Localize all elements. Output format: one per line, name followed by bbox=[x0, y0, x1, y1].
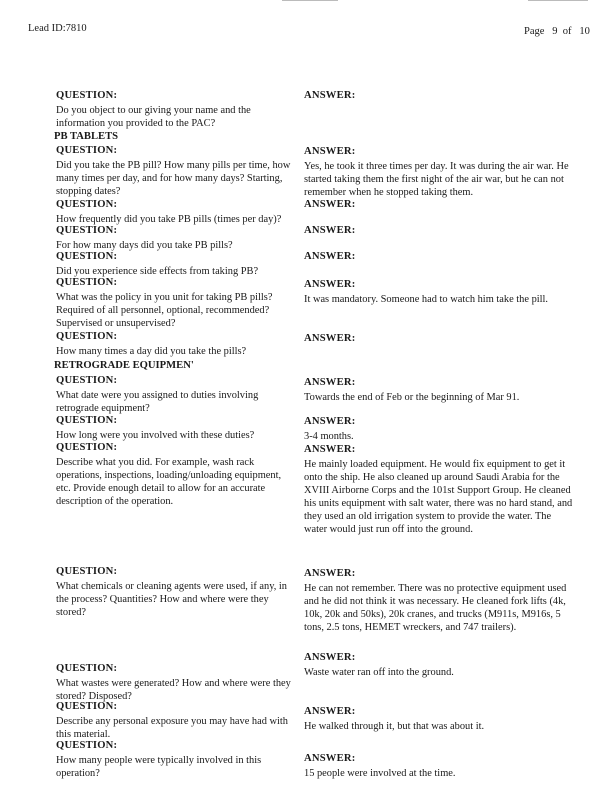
question-block-label: QUESTION: bbox=[56, 442, 118, 453]
question-block-text: Did you take the PB pill? How many pills per time, how many times per day, and for how many days? Starting, stopping dates? bbox=[56, 160, 291, 197]
answer-block-label: ANSWER: bbox=[304, 279, 356, 290]
question-block-label: QUESTION: bbox=[56, 90, 118, 101]
answer-block-text: He walked through it, but that was about it. bbox=[304, 721, 485, 732]
question-block bbox=[56, 330, 296, 358]
answer-block bbox=[304, 376, 574, 404]
question-block-label: QUESTION: bbox=[56, 199, 118, 210]
question-block-text: Describe what you did. For example, wash rack operations, inspections, loading/unloading equipment, etc. Provide enough detail to allow for an accurate description of the operation. bbox=[56, 457, 282, 507]
answer-block-text: Waste water ran off into the ground. bbox=[304, 667, 454, 678]
lead-id: Lead ID:7810 bbox=[28, 23, 87, 34]
question-block bbox=[56, 374, 296, 415]
question-block-label: QUESTION: bbox=[56, 225, 118, 236]
question-block-text: For how many days did you take PB pills? bbox=[56, 240, 233, 251]
question-block bbox=[56, 441, 296, 508]
answer-block-label: ANSWER: bbox=[304, 652, 356, 663]
answer-block-label: ANSWER: bbox=[304, 199, 356, 210]
question-block bbox=[56, 739, 296, 780]
answer-block-label: ANSWER: bbox=[304, 444, 356, 455]
question-block-label: QUESTION: bbox=[56, 566, 118, 577]
question-block bbox=[56, 89, 296, 130]
question-block-label: QUESTION: bbox=[56, 251, 118, 262]
scan-artifact bbox=[528, 0, 588, 1]
answer-block-text: Towards the end of Feb or the beginning of Mar 91. bbox=[304, 392, 520, 403]
question-block-text: What wastes were generated? How and where were they stored? Disposed? bbox=[56, 678, 291, 702]
answer-block bbox=[304, 567, 574, 634]
question-block-text: Describe any personal exposure you may have had with this material. bbox=[56, 716, 288, 740]
question-block-text: How frequently did you take PB pills (times per day)? bbox=[56, 214, 282, 225]
question-block-label: QUESTION: bbox=[56, 740, 118, 751]
question-block-text: What was the policy in you unit for taking PB pills? Required of all personnel, optional, recommended? Supervised or unsupervised? bbox=[56, 292, 273, 329]
answer-block-label: ANSWER: bbox=[304, 225, 356, 236]
question-block-text: Did you experience side effects from taking PB? bbox=[56, 266, 259, 277]
question-block bbox=[56, 414, 296, 442]
question-block bbox=[56, 662, 296, 703]
answer-block bbox=[304, 415, 574, 443]
question-block bbox=[56, 224, 296, 252]
question-block bbox=[56, 565, 296, 619]
question-block-text: How many times a day did you take the pills? bbox=[56, 346, 247, 357]
answer-block bbox=[304, 224, 574, 239]
question-block bbox=[56, 198, 296, 226]
answer-block-label: ANSWER: bbox=[304, 568, 356, 579]
answer-block bbox=[304, 198, 574, 213]
page-number: Page 9 of 10 bbox=[524, 26, 590, 37]
question-block-label: QUESTION: bbox=[56, 145, 118, 156]
answer-block bbox=[304, 651, 574, 679]
question-block-text: How many people were typically involved in this operation? bbox=[56, 755, 262, 779]
question-block bbox=[56, 144, 296, 198]
answer-block bbox=[304, 278, 574, 306]
question-block-text: What date were you assigned to duties involving retrograde equipment? bbox=[56, 390, 259, 414]
answer-block-label: ANSWER: bbox=[304, 706, 356, 717]
answer-block-text: 15 people were involved at the time. bbox=[304, 768, 456, 779]
answer-block-text: It was mandatory. Someone had to watch him take the pill. bbox=[304, 294, 549, 305]
answer-block-label: ANSWER: bbox=[304, 251, 356, 262]
answer-block bbox=[304, 705, 574, 733]
answer-block bbox=[304, 443, 574, 536]
answer-block-label: ANSWER: bbox=[304, 377, 356, 388]
scan-artifact bbox=[282, 0, 338, 1]
answer-block-text: 3-4 months. bbox=[304, 431, 354, 442]
question-block bbox=[56, 276, 296, 330]
answer-block bbox=[304, 145, 574, 199]
section-heading: PB TABLETS bbox=[54, 131, 119, 142]
answer-block-text: He can not remember. There was no protective equipment used and he did not think it was necessary. He cleaned fork lifts (4k, 10k, 20k and 50ks), 20k cranes, and trucks (M911s, M916s, 5 tons, 2.5 tons, HEMET wreckers, and 747 trailers). bbox=[304, 583, 567, 633]
question-block bbox=[56, 250, 296, 278]
question-block-text: How long were you involved with these duties? bbox=[56, 430, 255, 441]
answer-block bbox=[304, 250, 574, 265]
question-block-label: QUESTION: bbox=[56, 331, 118, 342]
question-block-label: QUESTION: bbox=[56, 415, 118, 426]
answer-block-label: ANSWER: bbox=[304, 753, 356, 764]
answer-block-label: ANSWER: bbox=[304, 146, 356, 157]
question-block-label: QUESTION: bbox=[56, 701, 118, 712]
answer-block-label: ANSWER: bbox=[304, 333, 356, 344]
answer-block-text: He mainly loaded equipment. He would fix equipment to get it onto the ship. He also cleaned up around Saudi Arabia for the XVIII Airborne Corps and the 101st Support Group. He cleaned his units equipment with salt water, there was no hard stand, and they used an old irrigation system to provide the water. The water would just run off into the ground. bbox=[304, 459, 573, 535]
answer-block bbox=[304, 332, 574, 347]
answer-block bbox=[304, 89, 574, 104]
question-block-label: QUESTION: bbox=[56, 375, 118, 386]
answer-block-text: Yes, he took it three times per day. It was during the air war. He started taking them the first night of the air war, but he can not remember when he stopped taking them. bbox=[304, 161, 569, 198]
question-block-label: QUESTION: bbox=[56, 663, 118, 674]
answer-block bbox=[304, 752, 574, 780]
question-block-text: Do you object to our giving your name and the information you provided to the PAC? bbox=[56, 105, 251, 129]
question-block-label: QUESTION: bbox=[56, 277, 118, 288]
section-heading: RETROGRADE EQUIPMEN' bbox=[54, 360, 194, 371]
question-block bbox=[56, 700, 296, 741]
answer-block-label: ANSWER: bbox=[304, 416, 356, 427]
question-block-text: What chemicals or cleaning agents were used, if any, in the process? Quantities? How and where were they stored? bbox=[56, 581, 288, 618]
answer-block-label: ANSWER: bbox=[304, 90, 356, 101]
